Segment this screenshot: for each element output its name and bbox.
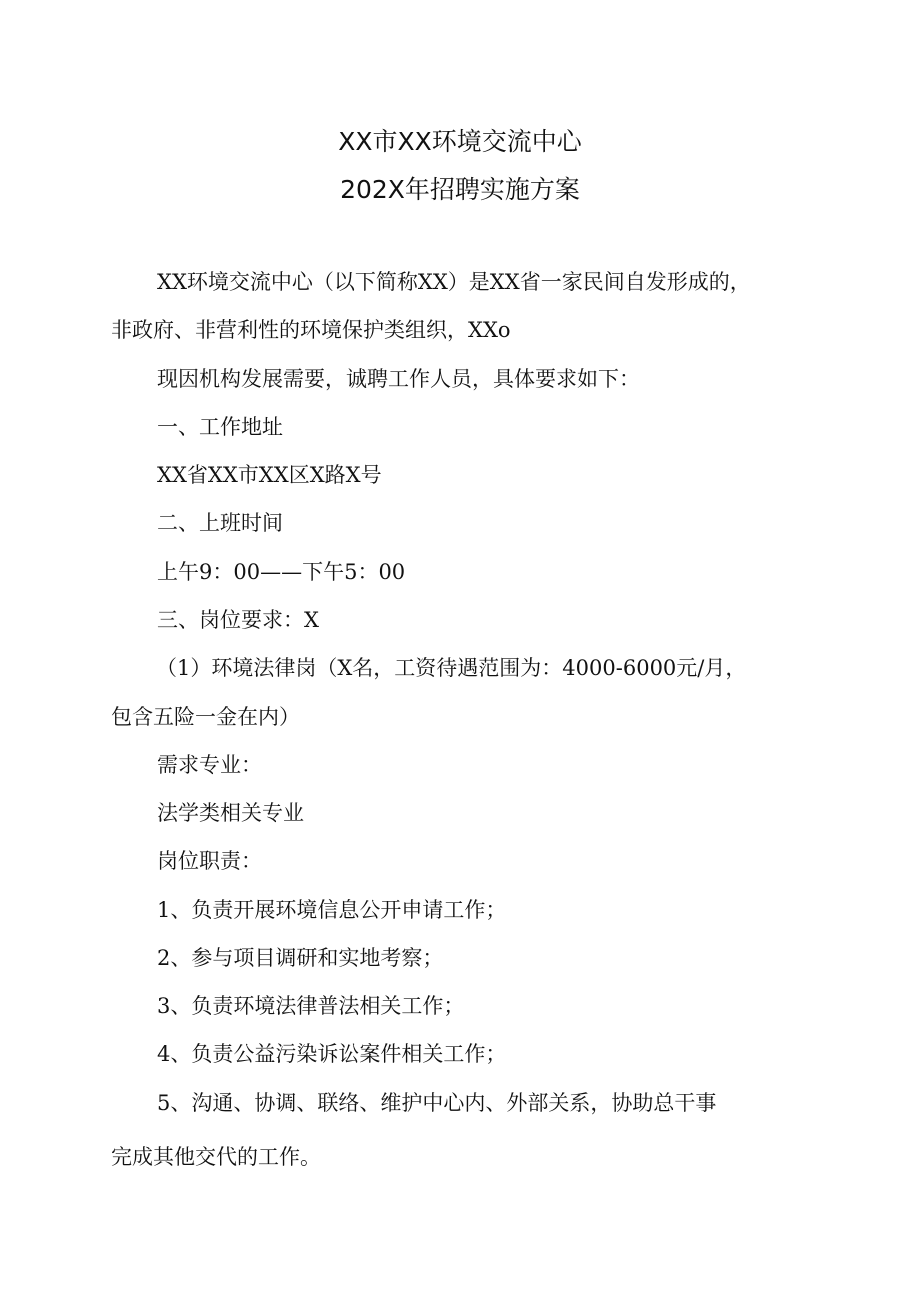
- duties-label: 岗位职责：: [157, 849, 262, 873]
- position-title-line-1: （1）环境法律岗（X名，工资待遇范围为：4000-6000元/月，: [156, 656, 747, 680]
- position-title-line-2: 包含五险一金在内）: [111, 705, 300, 729]
- section-heading-requirements: 三、岗位要求：X: [157, 608, 319, 632]
- duty-item-3: 3、负责环境法律普法相关工作；: [157, 994, 465, 1018]
- duty-item-2: 2、参与项目调研和实地考察；: [157, 946, 444, 970]
- document-title-line-2: 202X年招聘实施方案: [340, 175, 580, 204]
- intro-paragraph-line-1: XX环境交流中心（以下简称XX）是XX省一家民间自发形成的，: [157, 270, 751, 294]
- work-hours: 上午9：00——下午5：00: [157, 560, 406, 584]
- major-label: 需求专业：: [157, 753, 262, 777]
- duty-item-4: 4、负责公益污染诉讼案件相关工作；: [157, 1042, 507, 1066]
- section-heading-address: 一、工作地址: [157, 415, 283, 439]
- duty-item-5-line-1: 5、沟通、协调、联络、维护中心内、外部关系，协助总干事: [157, 1091, 717, 1115]
- major-value: 法学类相关专业: [157, 801, 304, 825]
- intro-paragraph-line-2: 非政府、非营利性的环境保护类组织，XXo: [111, 318, 511, 342]
- document-title-line-1: XX市XX环境交流中心: [338, 127, 582, 156]
- duty-item-5-line-2: 完成其他交代的工作。: [111, 1145, 321, 1169]
- work-address: XX省XX市XX区X路X号: [157, 463, 382, 487]
- section-heading-hours: 二、上班时间: [157, 511, 283, 535]
- duty-item-1: 1、负责开展环境信息公开申请工作；: [157, 898, 507, 922]
- hiring-intro: 现因机构发展需要，诚聘工作人员，具体要求如下：: [157, 367, 640, 391]
